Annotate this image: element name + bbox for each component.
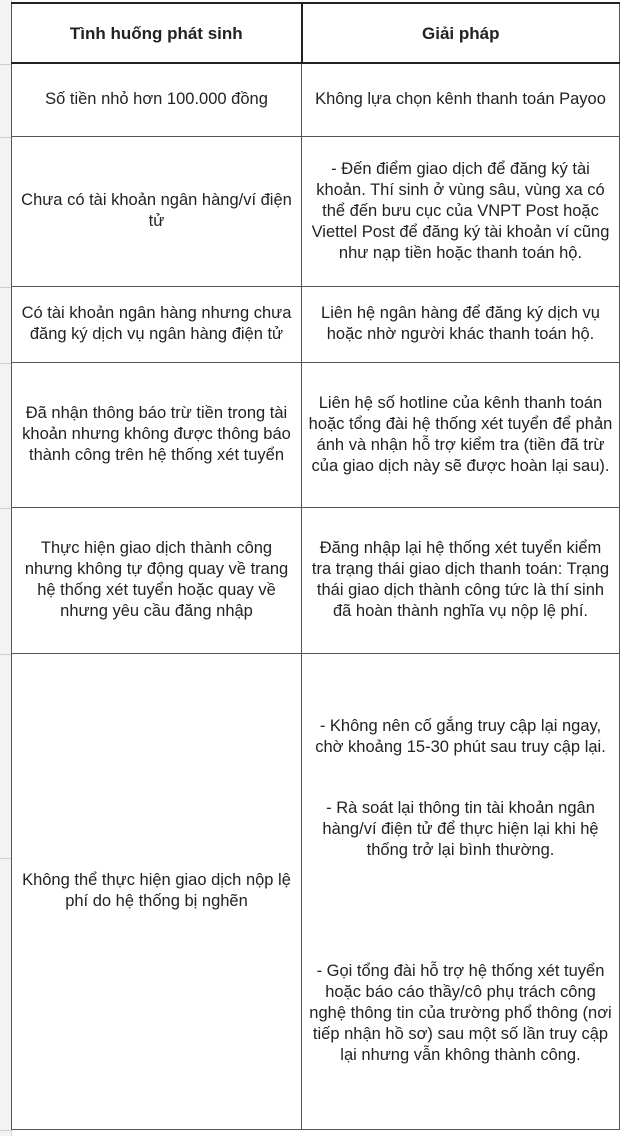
solution-text: Liên hệ ngân hàng để đăng ký dịch vụ hoặc nhờ người khác thanh toán hộ.	[321, 304, 600, 343]
situation-cell: Có tài khoản ngân hàng nhưng chưa đăng ký dịch vụ ngân hàng điện tử	[12, 286, 302, 362]
table-row	[12, 507, 620, 653]
situation-cell: Đã nhận thông báo trừ tiền trong tài khoản nhưng không được thông báo thành công trên hệ thống xét tuyển	[12, 362, 302, 507]
table-row	[12, 653, 620, 1129]
solution-cell	[302, 136, 620, 286]
solution-text: Không lựa chọn kênh thanh toán Payoo	[315, 90, 606, 109]
table-row	[12, 136, 620, 286]
solution-text: Liên hệ số hotline của kênh thanh toán hoặc tổng đài hệ thống xét tuyển để phản ánh và nhận hỗ trợ kiểm tra (tiền đã trừ của giao dịch này sẽ được hoàn lại sau).	[308, 393, 613, 475]
situation-cell: Không thể thực hiện giao dịch nộp lệ phí do hệ thống bị nghẽn	[12, 653, 302, 1129]
solution-cell	[302, 362, 620, 507]
solution-cell	[302, 653, 620, 1129]
solution-text: - Đến điểm giao dịch để đăng ký tài khoản. Thí sinh ở vùng sâu, vùng xa có thể đến bưu cục của VNPT Post hoặc Viettel Post để đăng ký tài khoản ví cũng như nạp tiền hoặc thanh toán hộ.	[311, 159, 610, 262]
table-row	[12, 362, 620, 507]
header-row	[12, 3, 620, 63]
situation-cell: Thực hiện giao dịch thành công nhưng không tự động quay về trang hệ thống xét tuyển hoặc quay về nhưng yêu cầu đăng nhập	[12, 507, 302, 653]
situation-cell: Chưa có tài khoản ngân hàng/ví điện tử	[12, 136, 302, 286]
header-solution: Giải pháp	[302, 3, 620, 63]
table-row	[12, 286, 620, 362]
solution-text: - Rà soát lại thông tin tài khoản ngân hàng/ví điện tử để thực hiện lại khi hệ thống trở lại bình thường.	[322, 799, 599, 859]
solution-text: Đăng nhập lại hệ thống xét tuyển kiểm tra trạng thái giao dịch thanh toán: Trạng thái giao dịch thành công tức là thí sinh đã hoàn thành nghĩa vụ nộp lệ phí.	[311, 539, 610, 620]
solution-cell	[302, 507, 620, 653]
solution-text: - Không nên cố gắng truy cập lại ngay, chờ khoảng 15-30 phút sau truy cập lại.	[315, 717, 606, 756]
table-row	[12, 63, 620, 136]
solution-cell	[302, 63, 620, 136]
solution-text: - Gọi tổng đài hỗ trợ hệ thống xét tuyển hoặc báo cáo thầy/cô phụ trách công nghệ thông tin của trường phổ thông (nơi tiếp nhận hồ sơ) sau một số lần truy cập lại nhưng vẫn không thành công.	[309, 962, 612, 1064]
solution-cell	[302, 286, 620, 362]
situation-cell: Số tiền nhỏ hơn 100.000 đồng	[12, 63, 302, 136]
header-situation: Tình huống phát sinh	[12, 3, 302, 63]
troubleshooting-table	[11, 2, 620, 1130]
